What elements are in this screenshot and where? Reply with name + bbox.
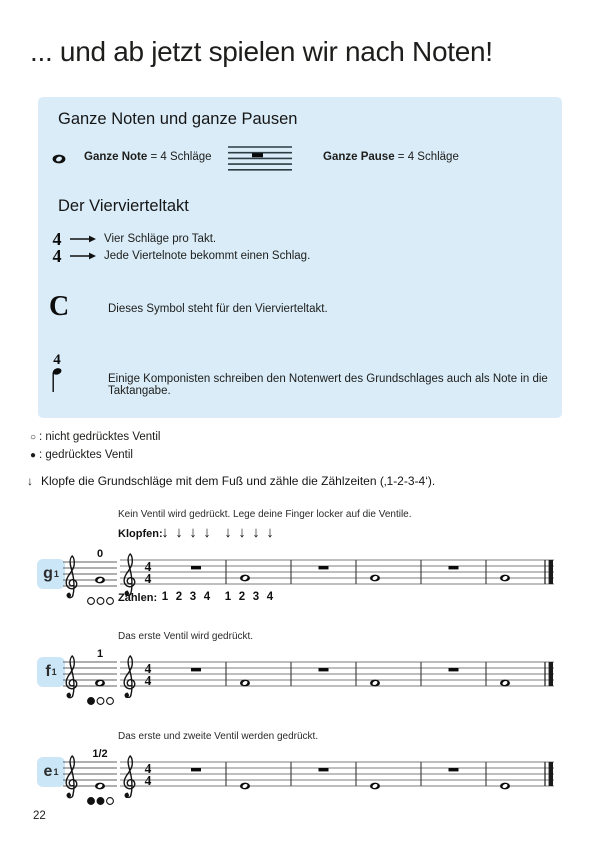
time-signature-line-2: [50, 248, 310, 264]
whole-rest-icon: [191, 668, 201, 671]
closed-valve-icon: [88, 698, 95, 705]
svg-text:4: 4: [144, 673, 152, 689]
fingering-number: 1/2: [92, 748, 108, 760]
whole-rest-staff-icon: [228, 144, 292, 174]
time-signature-bottom: 4: [52, 246, 62, 266]
whole-note-icon: [240, 680, 250, 687]
exercise-staff: [118, 750, 558, 798]
open-valve-icon: [107, 798, 114, 805]
open-valve-icon: [107, 698, 114, 705]
common-time-text: Dieses Symbol steht für den Viervierteltakt.: [108, 303, 328, 315]
count-number: 2: [238, 591, 246, 603]
down-arrow-icon: ↓: [27, 474, 33, 488]
panel-heading-notes: Ganze Noten und ganze Pausen: [58, 110, 298, 128]
whole-rest-icon: [319, 668, 329, 671]
closed-valve-icon: [88, 798, 95, 805]
legend-closed-text: : gedrücktes Ventil: [39, 449, 133, 461]
note-name: e: [43, 763, 53, 780]
legend-open-valve: [27, 431, 160, 443]
octave-mark: 1: [51, 667, 57, 677]
common-time-icon: C: [49, 291, 70, 322]
whole-note-icon: [500, 783, 510, 790]
note-sig-text: Einige Komponisten schreiben den Notenwert des Grundschlages auch als Note in die Taktangabe.: [108, 373, 548, 397]
count-numbers-row: [158, 591, 277, 603]
whole-rest-icon: [191, 768, 201, 771]
legend-closed-valve: [27, 449, 133, 461]
theory-panel: [38, 97, 562, 418]
meter-line-1: Vier Schläge pro Takt.: [104, 233, 217, 245]
whole-note-icon: [500, 575, 510, 582]
whole-rest-icon: [252, 153, 263, 157]
note-time-signature-icon: [46, 353, 68, 398]
whole-note-icon: [370, 680, 380, 687]
svg-text:4: 4: [144, 773, 152, 789]
quarter-note-icon: [50, 367, 64, 393]
exercise-staff: [118, 650, 558, 698]
note-name: f: [45, 663, 51, 680]
svg-text:4: 4: [144, 571, 152, 587]
open-valve-icon: [97, 698, 104, 705]
fingering-staff: [60, 644, 120, 708]
tap-arrow-icon: ↓: [189, 524, 197, 541]
count-number: 4: [266, 591, 274, 603]
whole-note-icon: [370, 575, 380, 582]
whole-note-icon: [95, 577, 105, 584]
whole-note-icon: [370, 783, 380, 790]
whole-note-icon: [240, 783, 250, 790]
open-valve-icon: ○: [29, 432, 37, 443]
exercise-caption: Das erste Ventil wird gedrückt.: [118, 631, 254, 642]
time-signature-top: 4: [52, 229, 62, 249]
whole-rest-value: = 4 Schläge: [394, 151, 459, 163]
whole-rest-icon: [319, 768, 329, 771]
svg-text:4: 4: [144, 761, 152, 777]
count-number: 1: [224, 591, 232, 603]
fingering-staff: [60, 544, 120, 608]
tap-arrow-icon: ↓: [252, 524, 260, 541]
whole-rest-icon: [449, 768, 459, 771]
whole-note-icon: [95, 783, 105, 790]
octave-mark: 1: [53, 569, 59, 579]
exercise-caption: Das erste und zweite Ventil werden gedrückt.: [118, 731, 319, 742]
exercise-caption: Kein Ventil wird gedrückt. Lege deine Finger locker auf die Ventile.: [118, 509, 412, 520]
page-title: ... und ab jetzt spielen wir nach Noten!: [30, 36, 493, 67]
open-valve-icon: [97, 598, 104, 605]
tap-arrow-icon: ↓: [224, 524, 232, 541]
whole-rest-definition: [323, 151, 459, 163]
klopfen-label: Klopfen:: [118, 528, 163, 540]
meter-line-2: Jede Viertelnote bekommt einen Schlag.: [104, 250, 311, 262]
tap-arrows-row: [158, 524, 277, 541]
whole-rest-term: Ganze Pause: [323, 151, 395, 163]
page-number: 22: [33, 810, 46, 822]
whole-note-definition: [84, 151, 212, 163]
legend-open-text: : nicht gedrücktes Ventil: [39, 431, 161, 443]
whole-note-value: = 4 Schläge: [147, 151, 212, 163]
zaehlen-label: Zählen:: [118, 592, 158, 604]
tap-instruction: [27, 474, 435, 488]
svg-text:4: 4: [144, 559, 152, 575]
whole-rest-icon: [449, 566, 459, 569]
svg-text:4: 4: [144, 661, 152, 677]
whole-note-term: Ganze Note: [84, 151, 148, 163]
whole-note-icon: [95, 680, 105, 687]
tap-arrow-icon: ↓: [266, 524, 274, 541]
closed-valve-icon: [97, 798, 104, 805]
whole-rest-icon: [191, 566, 201, 569]
whole-note-icon: [500, 680, 510, 687]
time-signature-line-1: [50, 231, 216, 247]
tap-arrow-icon: ↓: [161, 524, 169, 541]
panel-heading-meter: Der Viervierteltakt: [58, 197, 189, 215]
count-number: 2: [175, 591, 183, 603]
tap-arrow-icon: ↓: [238, 524, 246, 541]
right-arrow-icon: [70, 251, 96, 261]
open-valve-icon: [88, 598, 95, 605]
right-arrow-icon: [70, 234, 96, 244]
whole-rest-icon: [449, 668, 459, 671]
count-number: 1: [161, 591, 169, 603]
fingering-number: 1: [96, 648, 104, 660]
exercise-staff: [118, 548, 558, 596]
whole-note-icon: [240, 575, 250, 582]
octave-mark: 1: [53, 767, 59, 777]
fingering-number: 0: [96, 548, 104, 560]
tap-instruction-text: Klopfe die Grundschläge mit dem Fuß und zähle die Zählzeiten (‚1-2-3-4‘).: [41, 474, 436, 488]
whole-rest-icon: [319, 566, 329, 569]
whole-note-icon: [50, 153, 68, 165]
count-number: 3: [252, 591, 260, 603]
tap-arrow-icon: ↓: [203, 524, 211, 541]
note-sig-number: 4: [53, 352, 61, 368]
open-valve-icon: [107, 598, 114, 605]
note-name: g: [43, 565, 53, 582]
tap-arrow-icon: ↓: [175, 524, 183, 541]
fingering-staff: [60, 744, 120, 808]
closed-valve-icon: ●: [29, 450, 37, 461]
count-number: 4: [203, 591, 211, 603]
count-number: 3: [189, 591, 197, 603]
